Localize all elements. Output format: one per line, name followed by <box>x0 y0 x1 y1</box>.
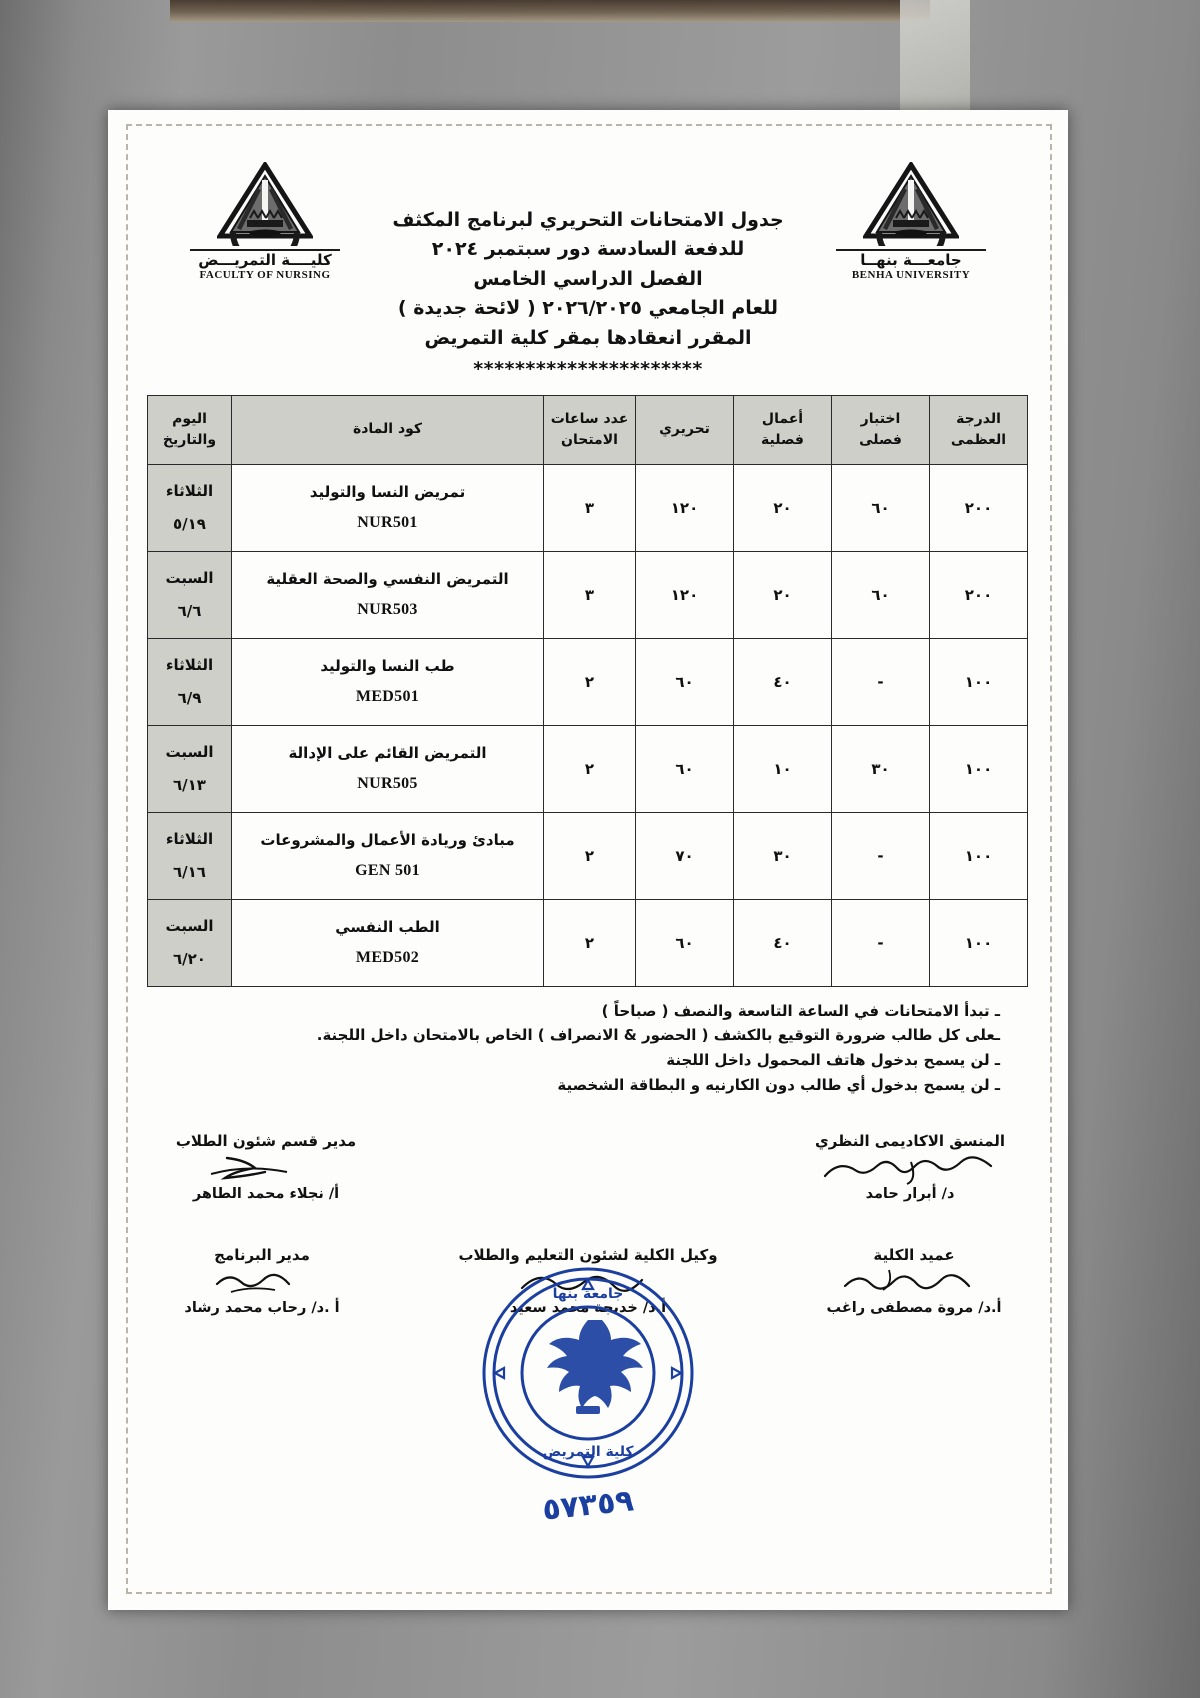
instruction-item: ـعلى كل طالب ضرورة التوقيع بالكشف ( الحضور & الانصراف ) الخاص بالامتحان داخل اللجنة. <box>316 1026 1000 1045</box>
exam-schedule-table <box>147 395 1028 987</box>
cell-max-grade: ١٠٠ <box>930 725 1028 812</box>
cell-hours: ٢ <box>544 812 636 899</box>
cell-midterm: ٦٠ <box>832 464 930 551</box>
handwritten-signature <box>814 1266 1014 1300</box>
column-header-written: تحريري <box>636 395 734 464</box>
cell-subject-code: MED502 <box>355 948 420 966</box>
handwritten-signature <box>810 1152 1010 1186</box>
cell-hours: ٢ <box>544 638 636 725</box>
title-separator: ********************** <box>473 358 703 381</box>
title-line-4: للعام الجامعي ٢٠٢٦/٢٠٢٥ ( لائحة جديدة ) <box>397 297 779 320</box>
title-line-1: جدول الامتحانات التحريري لبرنامج المكثف <box>392 209 784 231</box>
cell-max-grade: ١٠٠ <box>930 899 1028 986</box>
benha-university-crest-icon <box>863 162 959 246</box>
cell-coursework: ١٠ <box>734 725 832 812</box>
table-header-row <box>148 395 1028 464</box>
instruction-item: ـ تبدأ الامتحانات في الساعة التاسعة والنصف ( صباحاً ) <box>601 1001 1000 1020</box>
document-page <box>108 110 1068 1610</box>
cell-subject: التمريض القائم على الإدالة NUR505 <box>232 725 544 812</box>
cell-max-grade: ١٠٠ <box>930 638 1028 725</box>
cell-subject-code: NUR501 <box>357 513 418 531</box>
cell-max-grade: ٢٠٠ <box>930 464 1028 551</box>
signature-role: مدير قسم شئون الطلاب <box>175 1131 357 1150</box>
stamp-bottom-text: كلية التمريض <box>542 1444 634 1460</box>
table-row <box>148 812 1028 899</box>
cell-midterm: ٦٠ <box>832 551 930 638</box>
cell-day-date: السبت ٦/٢٠ <box>148 899 232 986</box>
table-row <box>148 464 1028 551</box>
table-row <box>148 725 1028 812</box>
title-line-3: الفصل الدراسي الخامس <box>473 267 703 290</box>
column-header-coursework: أعمال فصلية <box>734 395 832 464</box>
signature-block-student-affairs-manager <box>166 1132 366 1202</box>
cell-written: ٦٠ <box>636 899 734 986</box>
university-name-arabic: جامعـــة بنهــا <box>860 251 962 269</box>
signature-row-primary <box>148 1132 1028 1202</box>
instructions-list <box>168 999 1000 1098</box>
column-header-subject-code: كود المادة <box>232 395 544 464</box>
title-line-2: للدفعة السادسة دور سبتمبر ٢٠٢٤ <box>431 238 745 261</box>
cell-subject-code: GEN 501 <box>355 861 420 879</box>
cell-max-grade: ٢٠٠ <box>930 551 1028 638</box>
cell-midterm: - <box>832 638 930 725</box>
faculty-name-arabic: كليــــة التمريـــض <box>198 251 332 269</box>
cell-subject: تمريض النسا والتوليد NUR501 <box>232 464 544 551</box>
official-stamp <box>473 1258 703 1488</box>
signature-role: مدير البرنامج <box>214 1245 310 1264</box>
signature-role: عميد الكلية <box>873 1245 955 1264</box>
cell-written: ٦٠ <box>636 725 734 812</box>
cell-subject-code: NUR505 <box>357 774 418 792</box>
signature-block-dean <box>814 1246 1014 1316</box>
faculty-name-english: FACULTY OF NURSING <box>199 269 331 282</box>
cell-midterm: ٣٠ <box>832 725 930 812</box>
cell-coursework: ٣٠ <box>734 812 832 899</box>
cell-day-date: الثلاثاء ٦/٩ <box>148 638 232 725</box>
cell-coursework: ٢٠ <box>734 551 832 638</box>
table-row <box>148 899 1028 986</box>
cell-hours: ٢ <box>544 899 636 986</box>
cell-midterm: - <box>832 812 930 899</box>
cell-subject: طب النسا والتوليد MED501 <box>232 638 544 725</box>
cell-hours: ٣ <box>544 464 636 551</box>
signature-role: وكيل الكلية لشئون التعليم والطلاب <box>458 1245 718 1264</box>
cell-day-date: الثلاثاء ٦/١٦ <box>148 812 232 899</box>
signature-name: د/ أبرار حامد <box>865 1185 955 1202</box>
cell-written: ١٢٠ <box>636 464 734 551</box>
benha-university-crest-icon <box>217 162 313 246</box>
cell-day-date: الثلاثاء ٥/١٩ <box>148 464 232 551</box>
background-edge-top <box>170 0 930 22</box>
cell-written: ٦٠ <box>636 638 734 725</box>
instruction-item: ـ لن يسمح بدخول أي طالب دون الكارنيه و البطاقة الشخصية <box>557 1075 1000 1094</box>
eagle-emblem-icon <box>547 1320 643 1414</box>
university-name-english: BENHA UNIVERSITY <box>851 269 971 282</box>
cell-subject-code: MED501 <box>355 687 420 705</box>
document-header <box>148 144 1028 314</box>
column-header-day-date: اليوم والتاريخ <box>148 395 232 464</box>
signature-name: أ.د/ خديجة محمد سعيد <box>509 1299 667 1316</box>
faculty-logo-block <box>160 162 370 281</box>
cell-midterm: - <box>832 899 930 986</box>
cell-subject-code: NUR503 <box>357 600 418 618</box>
cell-written: ١٢٠ <box>636 551 734 638</box>
table-body <box>148 464 1028 986</box>
table-row <box>148 638 1028 725</box>
cell-subject: التمريض النفسي والصحة العقلية NUR503 <box>232 551 544 638</box>
title-line-5: المقرر انعقادها بمقر كلية التمريض <box>424 326 752 349</box>
signature-name: أ.د/ مروة مصطفى راغب <box>826 1299 1002 1316</box>
cell-day-date: السبت ٦/١٣ <box>148 725 232 812</box>
instruction-item: ـ لن يسمح بدخول هاتف المحمول داخل اللجنة <box>666 1051 1000 1070</box>
cell-written: ٧٠ <box>636 812 734 899</box>
cell-hours: ٣ <box>544 551 636 638</box>
stamp-serial-number: ٥٧٣٥٩ <box>540 1483 636 1528</box>
cell-hours: ٢ <box>544 725 636 812</box>
handwritten-signature <box>162 1266 362 1300</box>
cell-coursework: ٤٠ <box>734 899 832 986</box>
cell-coursework: ٤٠ <box>734 638 832 725</box>
signature-name: أ/ نجلاء محمد الطاهر <box>192 1185 340 1202</box>
table-row <box>148 551 1028 638</box>
column-header-hours: عدد ساعات الامتحان <box>544 395 636 464</box>
stamp-top-text: جامعة بنها <box>552 1286 624 1302</box>
column-header-max-grade: الدرجة العظمى <box>930 395 1028 464</box>
signature-block-program-director <box>162 1246 362 1316</box>
cell-subject: مبادئ وريادة الأعمال والمشروعات GEN 501 <box>232 812 544 899</box>
university-logo-block <box>806 162 1016 281</box>
column-header-midterm: اختبار فصلى <box>832 395 930 464</box>
cell-max-grade: ١٠٠ <box>930 812 1028 899</box>
cell-subject: الطب النفسي MED502 <box>232 899 544 986</box>
signature-name: أ .د/ رحاب محمد رشاد <box>184 1299 340 1316</box>
cell-coursework: ٢٠ <box>734 464 832 551</box>
cell-day-date: السبت ٦/٦ <box>148 551 232 638</box>
signature-block-academic-coordinator <box>810 1132 1010 1202</box>
signature-role: المنسق الاكاديمى النظري <box>815 1131 1005 1150</box>
handwritten-signature <box>166 1152 366 1186</box>
background-edge-corner <box>900 0 970 120</box>
